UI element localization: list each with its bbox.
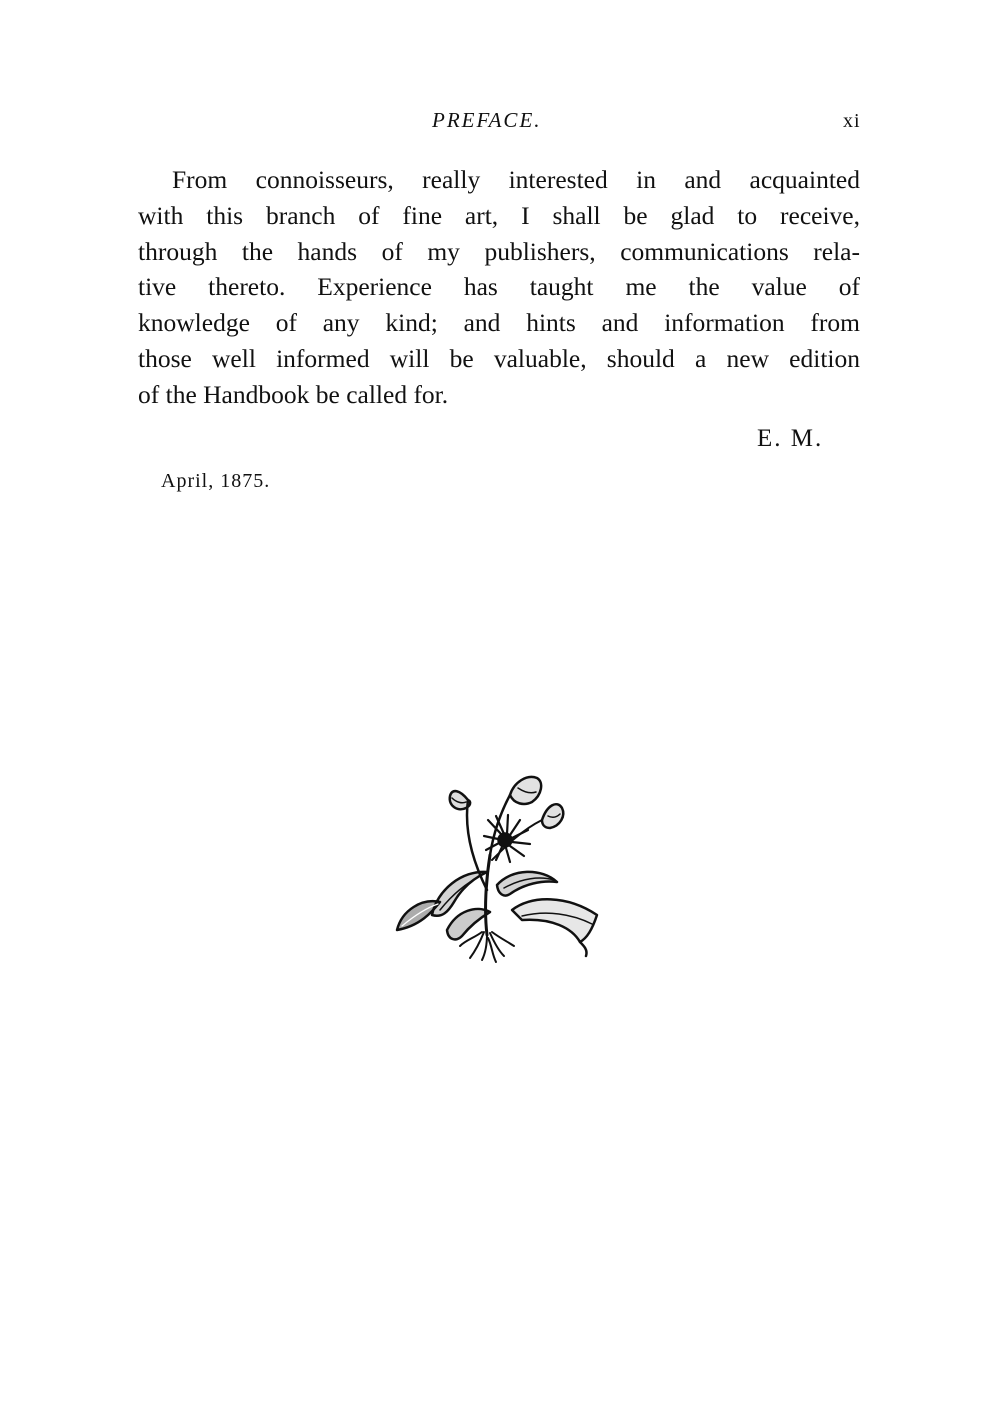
paragraph-line: tive thereto. Experience has taught me the value of [138,272,860,302]
paragraph-line: From connoisseurs, really interested in and acquainted [172,165,860,194]
signature: E. M. [757,425,824,452]
running-head [0,108,1000,138]
paragraph-line: through the hands of my publishers, communications rela- [138,236,860,266]
page-number: xi [843,110,861,132]
paragraph-line: knowledge of any kind; and hints and information from [138,308,860,338]
paragraph-line: of the Handbook be called for. [138,379,449,409]
paragraph-line: with this branch of fine art, I shall be glad to receive, [138,200,860,230]
paragraph-line: those well informed will be valuable, should a new edition [138,343,860,373]
flower-vignette-icon [392,760,602,965]
date-line: April, 1875. [161,470,271,492]
running-title: PREFACE. [432,108,542,132]
preface-paragraph [138,162,860,413]
